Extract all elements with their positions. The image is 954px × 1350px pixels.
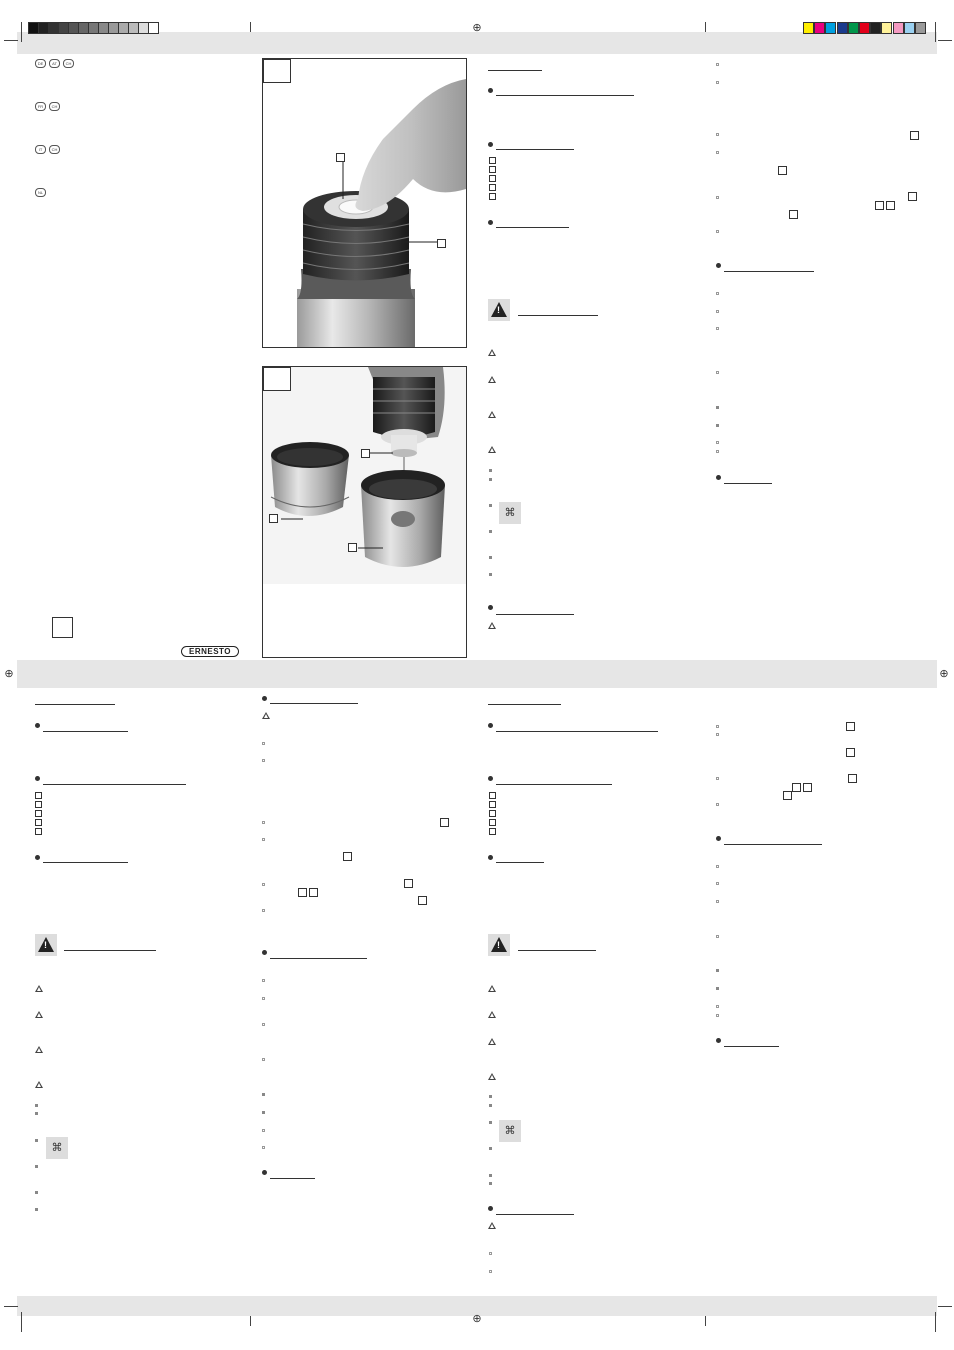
brand-logo	[181, 646, 239, 657]
section-heading-rule	[724, 483, 772, 484]
list-marker	[262, 1129, 265, 1132]
reference-box	[875, 201, 884, 210]
section-bullet	[488, 1206, 493, 1211]
list-marker	[716, 292, 719, 295]
section-heading-rule	[496, 614, 574, 615]
list-marker	[716, 900, 719, 903]
list-marker	[716, 424, 719, 427]
list-marker	[262, 1146, 265, 1149]
section-heading-rule	[724, 844, 822, 845]
column-title-rule	[35, 704, 115, 705]
section-bullet	[262, 1170, 267, 1175]
crop-mark	[935, 22, 936, 42]
list-marker	[35, 1104, 38, 1107]
section-heading-rule	[496, 862, 544, 863]
list-marker	[716, 882, 719, 885]
section-heading-rule	[724, 271, 814, 272]
parts-list-number	[489, 184, 496, 191]
column-title-rule	[488, 704, 561, 705]
section-bullet	[716, 836, 721, 841]
warning-small-icon	[262, 712, 270, 719]
list-marker	[716, 81, 719, 84]
crop-mark	[938, 40, 952, 41]
warning-icon	[488, 299, 510, 321]
warning-small-icon	[488, 411, 496, 418]
list-marker	[489, 1095, 492, 1098]
section-bullet	[35, 855, 40, 860]
parts-list-number	[35, 792, 42, 799]
list-marker	[716, 151, 719, 154]
figure-2-number	[263, 367, 291, 391]
list-marker	[489, 1182, 492, 1185]
section-bullet	[716, 475, 721, 480]
parts-list-number	[489, 828, 496, 835]
color-swatch	[881, 22, 892, 34]
section-bullet	[488, 220, 493, 225]
section-bullet	[35, 776, 40, 781]
list-marker	[716, 725, 719, 728]
middle-band	[17, 660, 937, 688]
section-heading-rule	[64, 950, 156, 951]
crop-mark	[4, 1306, 18, 1307]
section-bullet	[716, 1038, 721, 1043]
flag-fr: FR	[35, 102, 46, 111]
warning-small-icon	[488, 376, 496, 383]
crop-mark	[705, 22, 706, 32]
flag-ch: CH	[63, 59, 74, 68]
section-heading-rule	[496, 1214, 574, 1215]
color-swatch	[859, 22, 870, 34]
crop-mark	[21, 1312, 22, 1332]
figure-1-illustration	[263, 59, 466, 347]
reference-box	[298, 888, 307, 897]
crop-mark	[250, 1316, 251, 1326]
list-marker	[489, 573, 492, 576]
flag-it: IT	[35, 145, 46, 154]
registration-mark-icon: ⊕	[472, 1313, 482, 1325]
color-swatch	[848, 22, 859, 34]
list-marker	[262, 1023, 265, 1026]
parts-list-number	[489, 193, 496, 200]
color-swatch	[803, 22, 814, 34]
section-bullet	[488, 723, 493, 728]
flag-nl: NL	[35, 188, 46, 197]
list-marker	[262, 742, 265, 745]
list-marker	[489, 469, 492, 472]
warning-small-icon	[488, 1222, 496, 1229]
list-marker	[716, 371, 719, 374]
figure-2-illustration	[263, 367, 466, 657]
parts-list-number	[35, 801, 42, 808]
flag-ch: CH	[49, 102, 60, 111]
reference-box	[309, 888, 318, 897]
section-heading-rule	[496, 731, 658, 732]
section-bullet	[35, 723, 40, 728]
warning-icon	[35, 934, 57, 956]
warning-small-icon	[488, 622, 496, 629]
registration-mark-icon: ⊕	[939, 668, 949, 680]
list-marker	[716, 310, 719, 313]
parts-list-number	[489, 175, 496, 182]
warning-small-icon	[488, 1038, 496, 1045]
section-bullet	[488, 142, 493, 147]
list-marker	[262, 821, 265, 824]
reference-box	[783, 791, 792, 800]
list-marker	[489, 1104, 492, 1107]
food-safe-icon: ⌘	[499, 502, 521, 524]
list-marker	[489, 556, 492, 559]
section-bullet	[716, 263, 721, 268]
reference-box	[910, 131, 919, 140]
crop-mark	[938, 1306, 952, 1307]
warning-small-icon	[488, 446, 496, 453]
callout-label	[269, 514, 278, 523]
section-bullet	[262, 696, 267, 701]
list-marker	[35, 1191, 38, 1194]
list-marker	[716, 935, 719, 938]
section-heading-rule	[43, 784, 186, 785]
parts-list-number	[489, 801, 496, 808]
section-heading-rule	[270, 1178, 315, 1179]
list-marker	[35, 1139, 38, 1142]
section-bullet	[488, 776, 493, 781]
section-bullet	[488, 88, 493, 93]
parts-list-number	[35, 828, 42, 835]
list-marker	[489, 1270, 492, 1273]
warning-small-icon	[488, 1011, 496, 1018]
list-marker	[262, 1058, 265, 1061]
parts-list-number	[489, 157, 496, 164]
section-heading-rule	[496, 227, 569, 228]
color-swatch	[837, 22, 848, 34]
list-marker	[716, 63, 719, 66]
list-marker	[262, 1093, 265, 1096]
reference-box	[908, 192, 917, 201]
callout-label	[336, 153, 345, 162]
list-marker	[716, 733, 719, 736]
reference-box	[343, 852, 352, 861]
list-marker	[716, 1005, 719, 1008]
flag-ch: CH	[49, 145, 60, 154]
list-marker	[716, 196, 719, 199]
parts-list-number	[489, 166, 496, 173]
column-title-rule	[488, 70, 542, 71]
list-marker	[716, 450, 719, 453]
warning-icon	[488, 934, 510, 956]
figure-1	[262, 58, 467, 348]
parts-list-number	[489, 792, 496, 799]
list-marker	[35, 1208, 38, 1211]
parts-list-number	[35, 819, 42, 826]
section-bullet	[262, 950, 267, 955]
reference-box	[792, 783, 801, 792]
list-marker	[489, 1147, 492, 1150]
list-marker	[716, 987, 719, 990]
callout-label	[437, 239, 446, 248]
list-marker	[716, 406, 719, 409]
list-marker	[489, 1121, 492, 1124]
warning-small-icon	[35, 1046, 43, 1053]
callout-label	[361, 449, 370, 458]
section-bullet	[488, 855, 493, 860]
warning-small-icon	[35, 1011, 43, 1018]
color-swatch	[825, 22, 836, 34]
crop-mark	[935, 1312, 936, 1332]
warning-small-icon	[488, 985, 496, 992]
section-heading-rule	[518, 950, 596, 951]
parts-list-number	[489, 810, 496, 817]
reference-box	[440, 818, 449, 827]
crop-mark	[250, 22, 251, 32]
reference-box	[778, 166, 787, 175]
list-marker	[716, 865, 719, 868]
section-heading-rule	[43, 862, 128, 863]
list-marker	[262, 909, 265, 912]
parts-list-number	[489, 819, 496, 826]
section-bullet	[488, 605, 493, 610]
food-safe-icon: ⌘	[499, 1120, 521, 1142]
food-safe-icon: ⌘	[46, 1137, 68, 1159]
list-marker	[716, 1014, 719, 1017]
reference-box	[803, 783, 812, 792]
list-marker	[262, 759, 265, 762]
list-marker	[262, 997, 265, 1000]
list-marker	[262, 838, 265, 841]
reference-box	[418, 896, 427, 905]
list-marker	[262, 1111, 265, 1114]
list-marker	[716, 969, 719, 972]
color-swatch	[904, 22, 915, 34]
section-heading-rule	[270, 703, 358, 704]
list-marker	[489, 478, 492, 481]
reference-box	[846, 722, 855, 731]
top-band	[17, 32, 937, 54]
list-marker	[35, 1112, 38, 1115]
figure-1-number	[263, 59, 291, 83]
section-heading-rule	[496, 149, 574, 150]
list-marker	[716, 327, 719, 330]
list-marker	[489, 1252, 492, 1255]
crop-mark	[21, 22, 22, 42]
color-swatch	[814, 22, 825, 34]
figure-2	[262, 366, 467, 658]
warning-small-icon	[488, 349, 496, 356]
section-heading-rule	[496, 784, 612, 785]
list-marker	[35, 1165, 38, 1168]
list-marker	[489, 1174, 492, 1177]
color-swatch	[915, 22, 926, 34]
section-heading-rule	[496, 95, 634, 96]
brand-logo-text: ERNESTO	[188, 647, 232, 656]
color-swatch	[893, 22, 904, 34]
list-marker	[716, 133, 719, 136]
color-swatch	[870, 22, 881, 34]
section-heading-rule	[724, 1046, 779, 1047]
crop-mark	[4, 40, 18, 41]
reference-box	[404, 879, 413, 888]
list-marker	[489, 530, 492, 533]
warning-small-icon	[488, 1073, 496, 1080]
reference-box	[846, 748, 855, 757]
page-number-box	[52, 617, 73, 638]
list-marker	[716, 441, 719, 444]
section-heading-rule	[270, 958, 367, 959]
warning-small-icon	[35, 1081, 43, 1088]
callout-label	[348, 543, 357, 552]
grayscale-swatch	[148, 22, 159, 34]
reference-box	[848, 774, 857, 783]
section-heading-rule	[518, 315, 598, 316]
list-marker	[262, 883, 265, 886]
reference-box	[886, 201, 895, 210]
list-marker	[716, 803, 719, 806]
registration-mark-icon: ⊕	[4, 668, 14, 680]
section-heading-rule	[43, 731, 128, 732]
list-marker	[262, 979, 265, 982]
flag-de: DE	[35, 59, 46, 68]
crop-mark	[705, 1316, 706, 1326]
list-marker	[716, 230, 719, 233]
warning-small-icon	[35, 985, 43, 992]
reference-box	[789, 210, 798, 219]
registration-mark-icon: ⊕	[472, 22, 482, 34]
flag-at: AT	[49, 59, 60, 68]
parts-list-number	[35, 810, 42, 817]
list-marker	[716, 777, 719, 780]
list-marker	[489, 504, 492, 507]
